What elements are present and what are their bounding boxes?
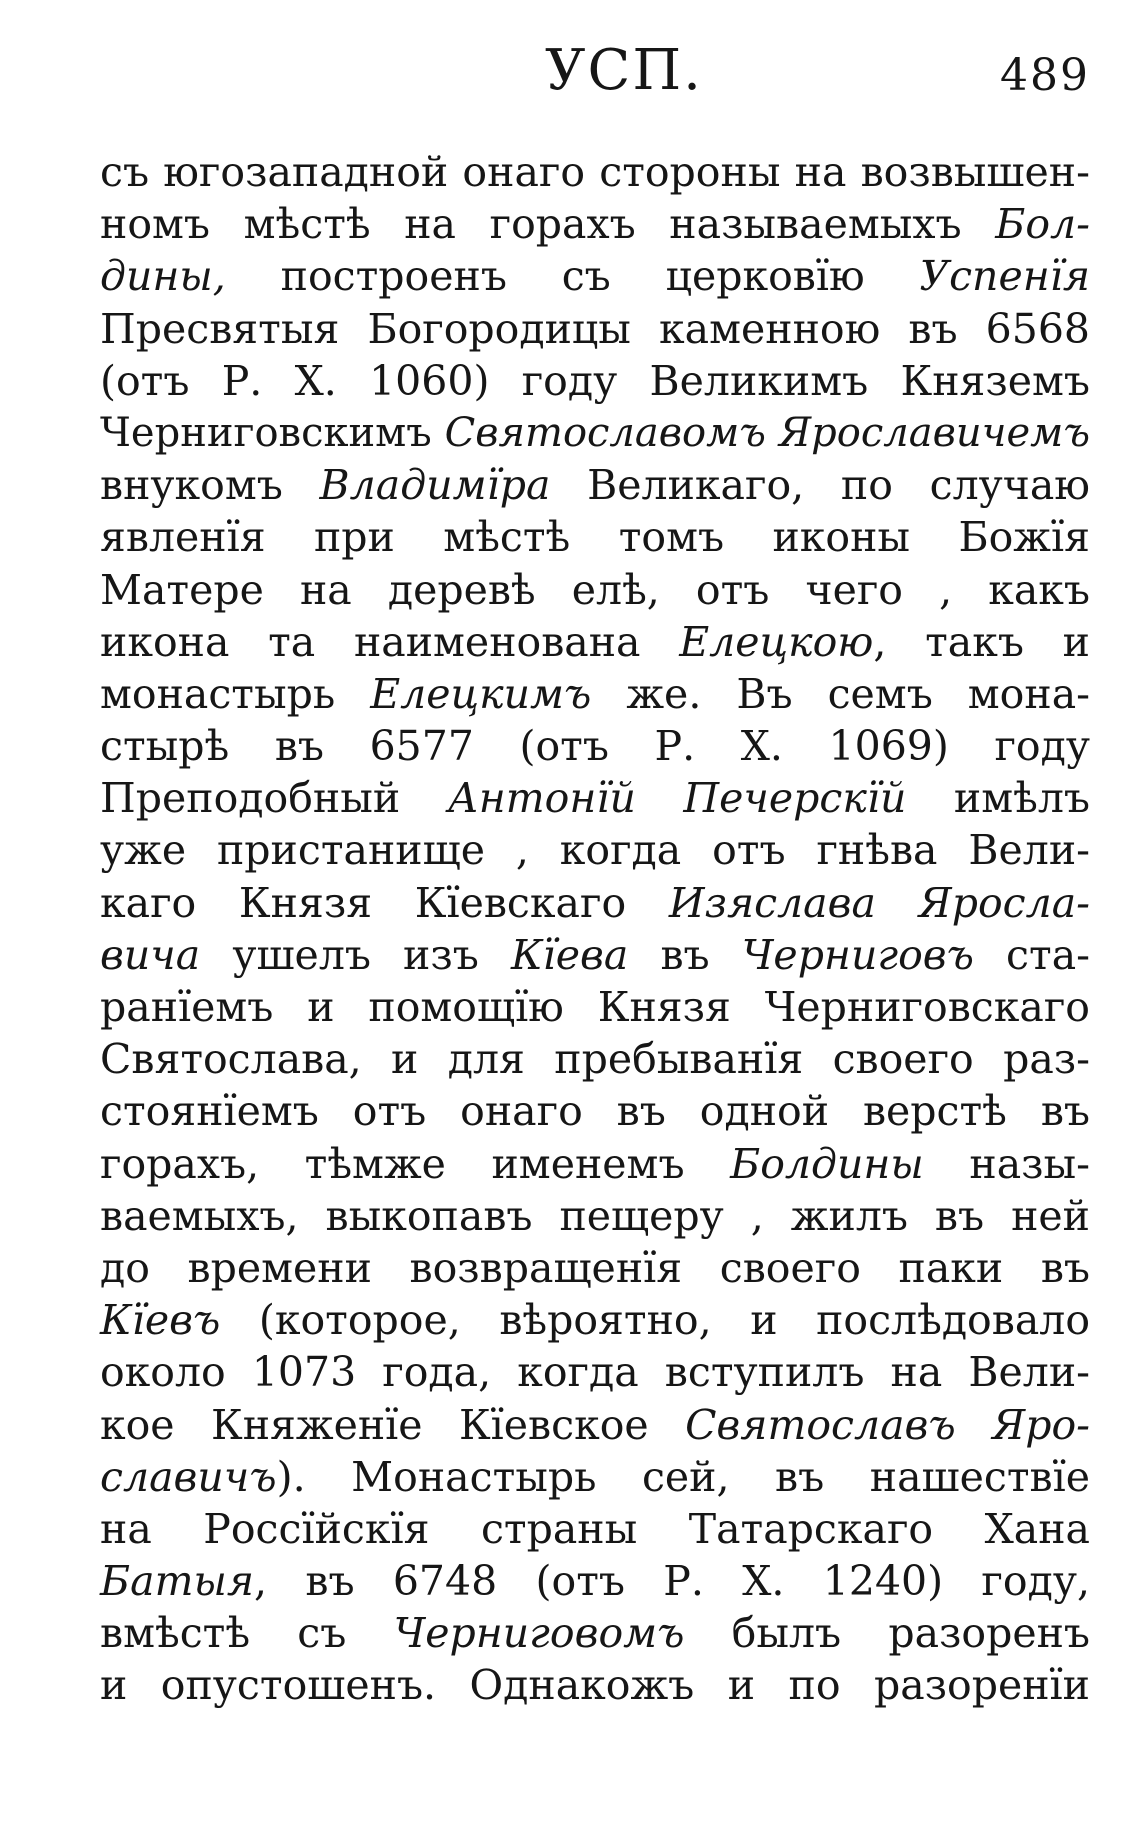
- running-title: УСП.: [545, 38, 703, 103]
- text-run: икона та наименована: [100, 617, 680, 666]
- text-run: , такъ и: [873, 617, 1090, 666]
- italic-name-run: Кїевъ: [100, 1296, 221, 1345]
- italic-name-run: Антонїй Печерскїй: [447, 774, 907, 823]
- text-line: [100, 1294, 1090, 1346]
- text-run: ваемыхъ, выкопавъ пещеру , жилъ въ ней: [100, 1191, 1090, 1240]
- text-run: горахъ, тѣмже именемъ: [100, 1139, 731, 1188]
- text-line: [100, 877, 1090, 929]
- text-run: , въ 6748 (отъ Р. Х. 1240) году,: [254, 1557, 1090, 1606]
- italic-name-run: Владимїра: [319, 461, 551, 510]
- text-run: ). Монастырь сей, въ нашествїе: [276, 1452, 1090, 1501]
- text-run: Святослава, и для пребыванїя своего раз-: [100, 1035, 1090, 1084]
- text-run: стоянїемъ отъ онаго въ одной верстѣ въ: [100, 1087, 1090, 1136]
- text-line: [100, 250, 1090, 302]
- text-run: около 1073 года, когда вступилъ на Вели-: [100, 1348, 1090, 1397]
- text-line: [100, 564, 1090, 616]
- text-line: [100, 929, 1090, 981]
- text-line: [100, 772, 1090, 824]
- italic-name-run: Черниговомъ: [393, 1609, 685, 1658]
- text-line: [100, 1399, 1090, 1451]
- text-run: ушелъ изъ: [200, 930, 511, 979]
- text-line: [100, 459, 1090, 511]
- italic-name-run: Елецкимъ: [370, 669, 592, 718]
- text-line: [100, 146, 1090, 198]
- text-line: [100, 1607, 1090, 1659]
- body-text: [100, 146, 1090, 1712]
- text-line: [100, 1659, 1090, 1711]
- text-line: [100, 981, 1090, 1033]
- italic-name-run: вича: [100, 930, 201, 979]
- italic-name-run: Успенїя: [919, 252, 1090, 301]
- text-run: назы-: [923, 1139, 1090, 1188]
- text-run: до времени возвращенїя своего паки въ: [100, 1243, 1090, 1292]
- italic-name-run: Черниговъ: [741, 930, 974, 979]
- text-run: Черниговскимъ: [100, 409, 445, 456]
- text-run: ста-: [973, 930, 1090, 979]
- text-run: стырѣ въ 6577 (отъ Р. Х. 1069) году: [100, 722, 1090, 771]
- text-line: [100, 511, 1090, 563]
- text-run: каго Князя Кїевскаго: [100, 878, 669, 927]
- text-run: Преподобный: [100, 774, 448, 823]
- italic-name-run: Елецкою: [679, 617, 874, 666]
- italic-name-run: Изяслава Яросла-: [668, 878, 1090, 927]
- text-run: Великаго, по случаю: [550, 461, 1090, 510]
- text-run: съ югозападной онаго стороны на возвышен-: [100, 148, 1090, 196]
- running-head: [0, 38, 1140, 108]
- text-run: ранїемъ и помощїю Князя Черниговскаго: [100, 983, 1090, 1031]
- text-line: [100, 668, 1090, 720]
- text-run: построенъ съ церковїю: [225, 252, 920, 301]
- italic-name-run: Бол-: [995, 200, 1090, 249]
- text-run: былъ разоренъ: [684, 1609, 1090, 1658]
- text-run: монастырь: [100, 669, 371, 718]
- text-run: и опустошенъ. Однакожъ и по разоренїи: [100, 1661, 1090, 1710]
- text-run: номъ мѣстѣ на горахъ называемыхъ: [100, 200, 996, 249]
- text-run: Матере на деревѣ елѣ, отъ чего , какъ: [100, 565, 1090, 614]
- text-line: [100, 303, 1090, 355]
- text-line: [100, 1138, 1090, 1190]
- text-run: въ: [628, 930, 742, 979]
- text-run: (которое, вѣроятно, и послѣдовало: [220, 1296, 1090, 1345]
- text-run: явленїя при мѣстѣ томъ иконы Божїя: [100, 513, 1090, 562]
- text-run: же. Въ семъ мона-: [591, 669, 1090, 718]
- text-run: кое Княженїе Кїевское: [100, 1400, 686, 1449]
- italic-name-run: Святославъ Яро-: [685, 1400, 1090, 1449]
- text-run: внукомъ: [100, 461, 320, 510]
- text-line: [100, 1033, 1090, 1085]
- italic-name-run: Болдины: [730, 1139, 924, 1188]
- page-number: 489: [1000, 50, 1090, 101]
- italic-name-run: Батыя: [100, 1557, 254, 1606]
- text-run: на Россїйскїя страны Татарскаго Хана: [100, 1504, 1090, 1553]
- italic-name-run: Святославомъ Ярославичемъ: [444, 409, 1090, 456]
- text-run: Пресвятыя Богородицы каменною въ 6568: [100, 304, 1090, 353]
- text-line: [100, 198, 1090, 250]
- text-line: [100, 720, 1090, 772]
- text-line: [100, 1451, 1090, 1503]
- text-line: [100, 1085, 1090, 1137]
- text-line: [100, 1190, 1090, 1242]
- text-run: имѣлъ: [906, 774, 1090, 823]
- text-line: [100, 1503, 1090, 1555]
- text-line: [100, 1555, 1090, 1607]
- text-line: [100, 355, 1090, 407]
- text-run: (отъ Р. Х. 1060) году Великимъ Княземъ: [100, 356, 1090, 405]
- text-line: [100, 1346, 1090, 1398]
- text-line: [100, 1242, 1090, 1294]
- text-line: [100, 407, 1090, 459]
- italic-name-run: дины,: [100, 252, 226, 301]
- text-line: [100, 616, 1090, 668]
- italic-name-run: Кїева: [510, 930, 629, 979]
- text-line: [100, 824, 1090, 876]
- text-run: уже пристанище , когда отъ гнѣва Вели-: [100, 826, 1090, 875]
- text-run: вмѣстѣ съ: [100, 1609, 394, 1658]
- italic-name-run: славичъ: [100, 1452, 277, 1501]
